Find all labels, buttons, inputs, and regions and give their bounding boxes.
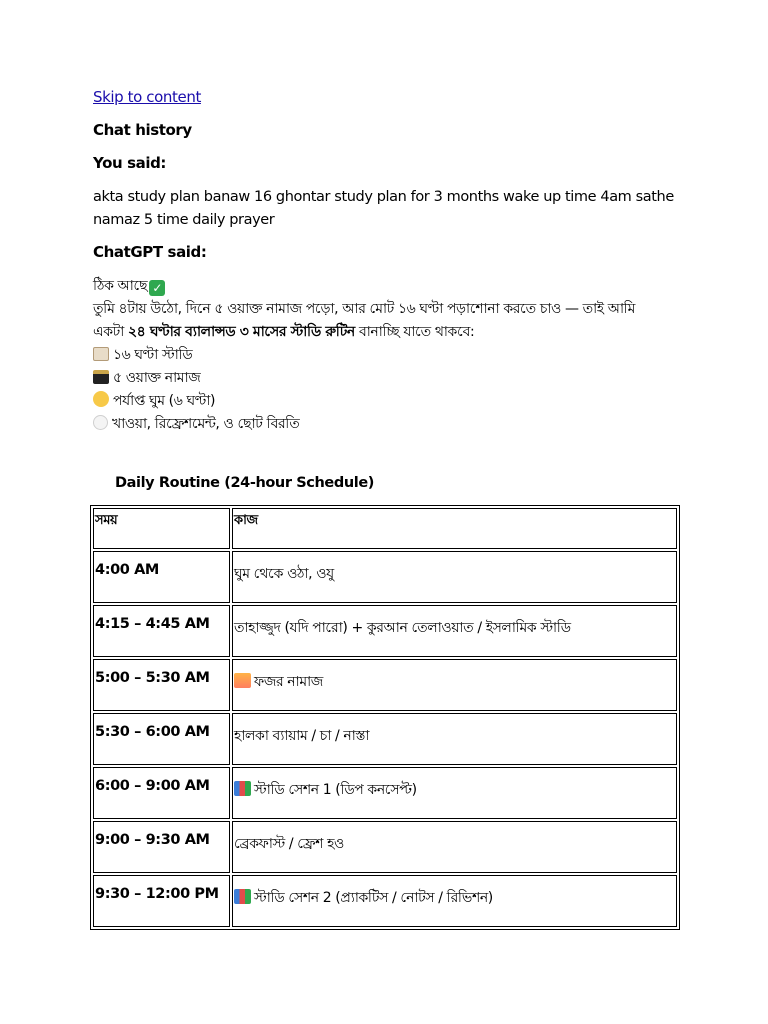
routine-section-title: Daily Routine (24-hour Schedule)	[115, 475, 374, 491]
chat-history-heading: Chat history	[93, 121, 192, 139]
reply-bullet-text: পর্যাপ্ত ঘুম (৬ ঘণ্টা)	[113, 393, 216, 409]
table-row	[93, 713, 677, 765]
task-cell	[232, 659, 677, 711]
table-header-row	[93, 508, 677, 549]
routine-table	[90, 505, 680, 930]
task-cell: হালকা ব্যায়াম / চা / নাস্তা	[232, 713, 677, 765]
reply-bullet	[93, 367, 683, 390]
table-row	[93, 821, 677, 873]
reply-bullet	[93, 390, 683, 413]
books-icon	[234, 889, 251, 904]
time-cell: 4:00 AM	[93, 551, 230, 603]
reply-bullet-text: ১৬ ঘণ্টা স্টাডি	[113, 347, 193, 363]
books-icon	[234, 781, 251, 796]
reply-greeting: ঠিক আছে	[93, 278, 148, 294]
task-text: স্টাডি সেশন 1 (ডিপ কনসেপ্ট)	[254, 782, 417, 798]
time-cell: 5:30 – 6:00 AM	[93, 713, 230, 765]
reply-intro-pre: একটা	[93, 324, 128, 340]
reply-intro-line-1: তুমি ৪টায় উঠো, দিনে ৫ ওয়াক্ত নামাজ পড়ো, আর মোট ১৬ ঘণ্টা পড়াশোনা করতে চাও — তাই আমি	[93, 301, 636, 317]
time-cell: 5:00 – 5:30 AM	[93, 659, 230, 711]
time-cell: 9:00 – 9:30 AM	[93, 821, 230, 873]
task-cell: তাহাজ্জুদ (যদি পারো) + কুরআন তেলাওয়াত / ইসলামিক স্টাডি	[232, 605, 677, 657]
table-row	[93, 875, 677, 927]
user-message: akta study plan banaw 16 ghontar study plan for 3 months wake up time 4am sathe namaz 5 time daily prayer	[93, 189, 674, 228]
task-cell	[232, 875, 677, 927]
time-cell: 4:15 – 4:45 AM	[93, 605, 230, 657]
table-row	[93, 659, 677, 711]
task-cell	[232, 767, 677, 819]
open-book-icon	[93, 347, 109, 361]
time-cell: 6:00 – 9:00 AM	[93, 767, 230, 819]
kaaba-icon	[93, 370, 109, 384]
reply-intro-bold: ২৪ ঘণ্টার ব্যালান্সড ৩ মাসের স্টাডি রুটিন	[127, 324, 355, 340]
chatgpt-said-label: ChatGPT said:	[93, 243, 207, 261]
reply-greeting-line	[93, 275, 683, 298]
reply-bullet-text: ৫ ওয়াক্ত নামাজ	[113, 370, 201, 386]
table-header-task: কাজ	[232, 508, 677, 549]
table-row	[93, 767, 677, 819]
task-cell: ঘুম থেকে ওঠা, ওযু	[232, 551, 677, 603]
table-header-time: সময়	[93, 508, 230, 549]
time-cell: 9:30 – 12:00 PM	[93, 875, 230, 927]
sunrise-icon	[234, 673, 251, 688]
you-said-label: You said:	[93, 154, 167, 172]
reply-intro-line-2	[93, 321, 683, 344]
skip-to-content-link[interactable]: Skip to content	[93, 88, 201, 106]
task-cell: ব্রেকফাস্ট / ফ্রেশ হও	[232, 821, 677, 873]
task-text: স্টাডি সেশন 2 (প্র্যাকটিস / নোটস / রিভিশন)	[254, 890, 493, 906]
reply-intro-post: বানাচ্ছি যাতে থাকবে:	[354, 324, 475, 340]
reply-bullet	[93, 344, 683, 367]
task-text: ফজর নামাজ	[254, 674, 323, 690]
plate-icon	[93, 415, 108, 430]
sleeping-face-icon	[93, 391, 109, 407]
reply-bullet	[93, 413, 683, 436]
assistant-reply	[93, 275, 683, 436]
check-mark-icon: ✓	[149, 280, 165, 296]
table-row	[93, 605, 677, 657]
table-row	[93, 551, 677, 603]
reply-bullet-text: খাওয়া, রিফ্রেশমেন্ট, ও ছোট বিরতি	[112, 416, 300, 432]
